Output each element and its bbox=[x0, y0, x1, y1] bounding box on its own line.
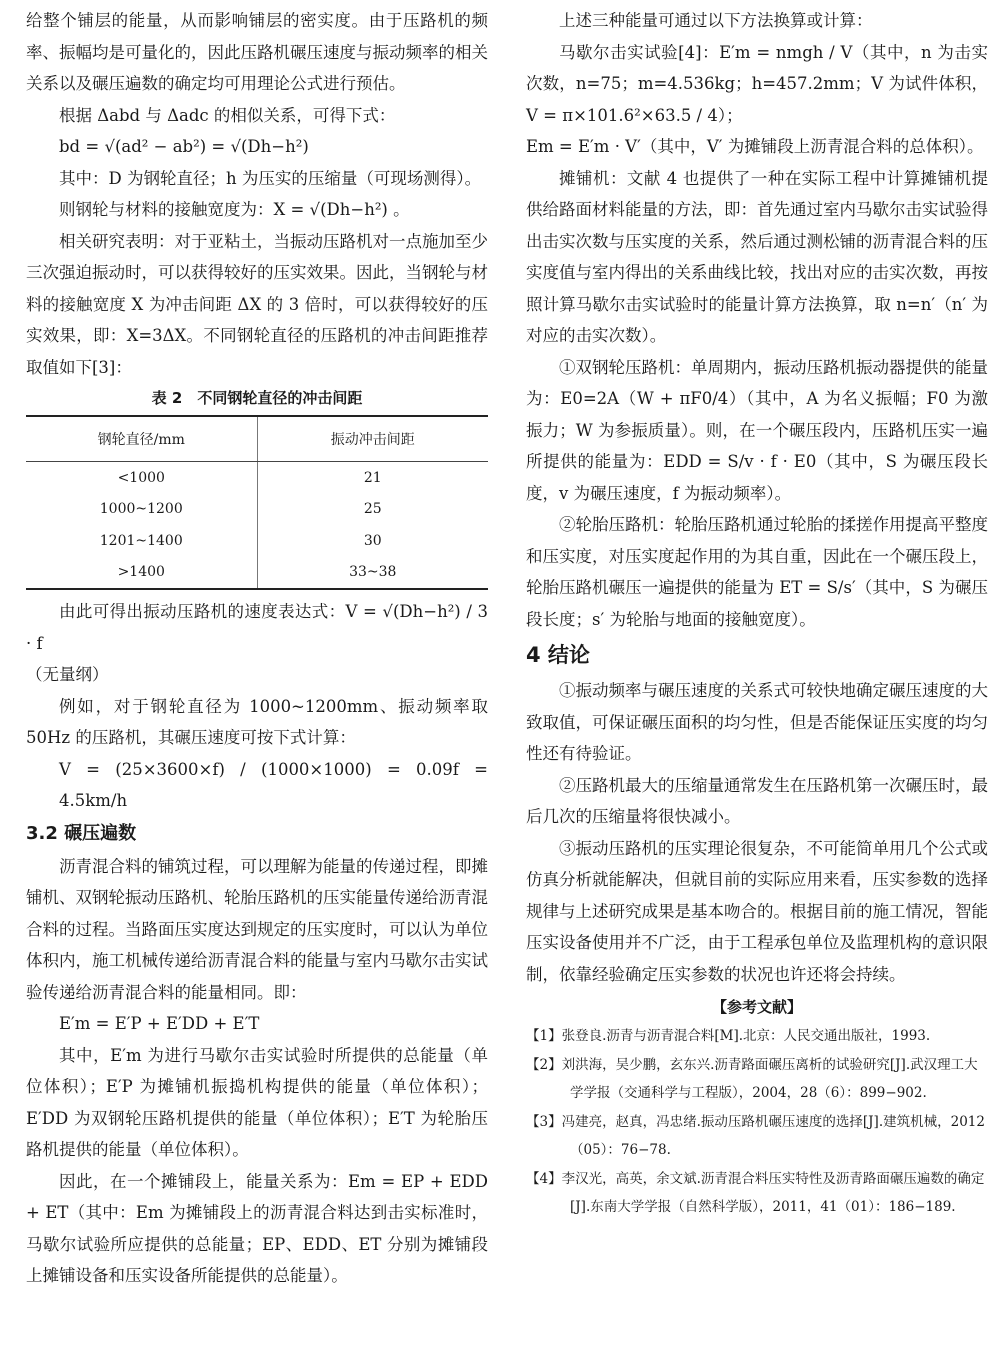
paragraph: 其中：D 为钢轮直径；h 为压实的压缩量（可现场测得）。 bbox=[59, 168, 482, 188]
formula-energy-sum: E′m = E′P + E′DD + E′T bbox=[59, 1014, 260, 1033]
table-header: 振动冲击间距 bbox=[257, 416, 488, 462]
paragraph: 由此可得出振动压路机的速度表达式：V = √(Dh−h²) / 3 · f bbox=[26, 602, 488, 653]
formula-contact-length: bd = √(ad² − ab²) = √(Dh−h²) bbox=[59, 137, 309, 156]
impact-spacing-table bbox=[26, 415, 488, 590]
paragraph: 马歇尔击实试验[4]：E′m = nmgh / V（其中，n 为击实次数，n=75；m=4.536kg；h=457.2mm；V 为试件体积，V = π×101.6²×63.5 / 4）； bbox=[526, 42, 988, 125]
reference-item: 【2】刘洪海，吴少鹏，玄东兴.沥青路面碾压离析的试验研究[J].武汉理工大学学报（交通科学与工程版），2004，28（6）：899−902. bbox=[526, 1056, 978, 1101]
table-cell: 33~38 bbox=[257, 557, 488, 590]
paragraph: 根据 Δabd 与 Δadc 的相似关系，可得下式： bbox=[59, 105, 396, 125]
paragraph: ①双钢轮压路机：单周期内，振动压路机振动器提供的能量为：E0=2A（W + πF0/4）（其中，A 为名义振幅；F0 为激振力；W 为参振质量）。则，在一个碾压段内，压路机压实一遍所提供的能量为：EDD = S/v · f · E0（其中，S 为碾压段长度，v 为碾压速度，f 为振动频率）。 bbox=[526, 357, 988, 503]
section-heading: 4 结论 bbox=[526, 643, 590, 667]
table-cell: 21 bbox=[363, 469, 382, 486]
right-column bbox=[526, 0, 988, 1222]
left-column bbox=[26, 0, 488, 1292]
conclusion-item: ①振动频率与碾压速度的关系式可较快地确定碾压速度的大致取值，可保证碾压面积的均匀性，但是否能保证压实度的均匀性还有待验证。 bbox=[526, 681, 988, 763]
table-cell: 25 bbox=[363, 501, 382, 518]
paragraph: 上述三种能量可通过以下方法换算或计算： bbox=[559, 11, 873, 30]
table-row bbox=[26, 525, 488, 557]
paragraph: （无量纲） bbox=[26, 665, 109, 684]
table-row bbox=[26, 494, 488, 526]
table-row bbox=[26, 557, 488, 590]
reference-item: 【3】冯建亮，赵真，冯忠绪.振动压路机碾压速度的选择[J].建筑机械，2012（05）：76−78. bbox=[526, 1113, 985, 1158]
references-title: 【参考文献】 bbox=[711, 998, 802, 1016]
paragraph: 例如，对于钢轮直径为 1000~1200mm、振动频率取 50Hz 的压路机，其碾压速度可按下式计算： bbox=[26, 696, 488, 747]
reference-item: 【1】张登良.沥青与沥青混合料[M].北京：人民交通出版社，1993. bbox=[526, 1028, 931, 1044]
conclusion-item: ②压路机最大的压缩量通常发生在压路机第一次碾压时，最后几次的压缩量将很快减小。 bbox=[526, 775, 988, 826]
table-caption: 表 2 不同钢轮直径的冲击间距 bbox=[151, 389, 363, 407]
paragraph: 则钢轮与材料的接触宽度为：X = √(Dh−h²) 。 bbox=[59, 200, 410, 219]
table-cell: >1400 bbox=[26, 557, 257, 590]
paragraph: ②轮胎压路机：轮胎压路机通过轮胎的揉搓作用提高平整度和压实度，对压实度起作用的为其自重，因此在一个碾压段上，轮胎压路机碾压一遍提供的能量为 ET = S/s′（其中，S 为碾压段长度；s′ 为轮胎与地面的接触宽度）。 bbox=[526, 515, 988, 629]
paragraph: 沥青混合料的铺筑过程，可以理解为能量的传递过程，即摊铺机、双钢轮振动压路机、轮胎压路机的压实能量传递给沥青混合料的过程。当路面压实度达到规定的压实度时，可以认为单位体积内，施工机械传递给沥青混合料的能量与室内马歇尔击实试验传递给沥青混合料的能量相同。即： bbox=[26, 856, 488, 1002]
table-row bbox=[26, 462, 488, 494]
table-cell: 1000~1200 bbox=[26, 494, 257, 526]
section-heading: 3.2 碾压遍数 bbox=[26, 822, 137, 844]
paragraph: 其中，E′m 为进行马歇尔击实试验时所提供的总能量（单位体积）；E′P 为摊铺机振捣机构提供的能量（单位体积）；E′DD 为双钢轮压路机提供的能量（单位体积）；E′T 为轮胎压路机提供的能量（单位体积）。 bbox=[26, 1045, 488, 1159]
paragraph: 因此，在一个摊铺段上，能量关系为：Em = EP + EDD + ET（其中：Em 为摊铺段上的沥青混合料达到击实标准时，马歇尔试验所应提供的总能量；EP、EDD、ET 分别为摊铺段上摊铺设备和压实设备所能提供的总能量）。 bbox=[26, 1171, 488, 1285]
formula-speed-example: V = (25×3600×f) / (1000×1000) = 0.09f = 4.5km/h bbox=[59, 759, 488, 810]
table-cell: 1201~1400 bbox=[26, 525, 257, 557]
paragraph: 相关研究表明：对于亚粘土，当振动压路机对一点施加至少三次强迫振动时，可以获得较好的压实效果。因此，当钢轮与材料的接触宽度 X 为冲击间距 ΔX 的 3 倍时，可以获得较好的压实效果，即：X=3ΔX。不同钢轮直径的压路机的冲击间距推荐取值如下[3]： bbox=[26, 231, 488, 377]
table-header: 钢轮直径/mm bbox=[26, 416, 257, 462]
conclusion-item: ③振动压路机的压实理论很复杂，不可能简单用几个公式或仿真分析就能解决，但就目前的实际应用来看，压实参数的选择规律与上述研究成果是基本吻合的。根据目前的施工情况，智能压实设备使用并不广泛，由于工程承包单位及监理机构的意识限制，依靠经验确定压实参数的状况也许还将会持续。 bbox=[526, 838, 988, 984]
paragraph: 给整个铺层的能量，从而影响铺层的密实度。由于压路机的频率、振幅均是可量化的，因此压路机碾压速度与振动频率的相关关系以及碾压遍数的确定均可用理论公式进行预估。 bbox=[26, 11, 488, 93]
reference-item: 【4】李汉光，高英，余文斌.沥青混合料压实特性及沥青路面碾压遍数的确定[J].东南大学学报（自然科学版），2011，41（01）：186−189. bbox=[526, 1170, 985, 1215]
table-cell: 30 bbox=[363, 532, 382, 549]
paragraph: 摊铺机：文献 4 也提供了一种在实际工程中计算摊铺机提供给路面材料能量的方法，即：首先通过室内马歇尔击实试验得出击实次数与压实度的关系，然后通过测松铺的沥青混合料的压实度值与室内得出的关系曲线比较，找出对应的击实次数，再按照计算马歇尔击实试验时的能量计算方法换算，取 n=n′（n′ 为对应的击实次数）。 bbox=[526, 168, 988, 345]
paragraph: Em = E′m · V′（其中，V′ 为摊铺段上沥青混合料的总体积）。 bbox=[526, 137, 984, 156]
table-cell: <1000 bbox=[26, 462, 257, 494]
